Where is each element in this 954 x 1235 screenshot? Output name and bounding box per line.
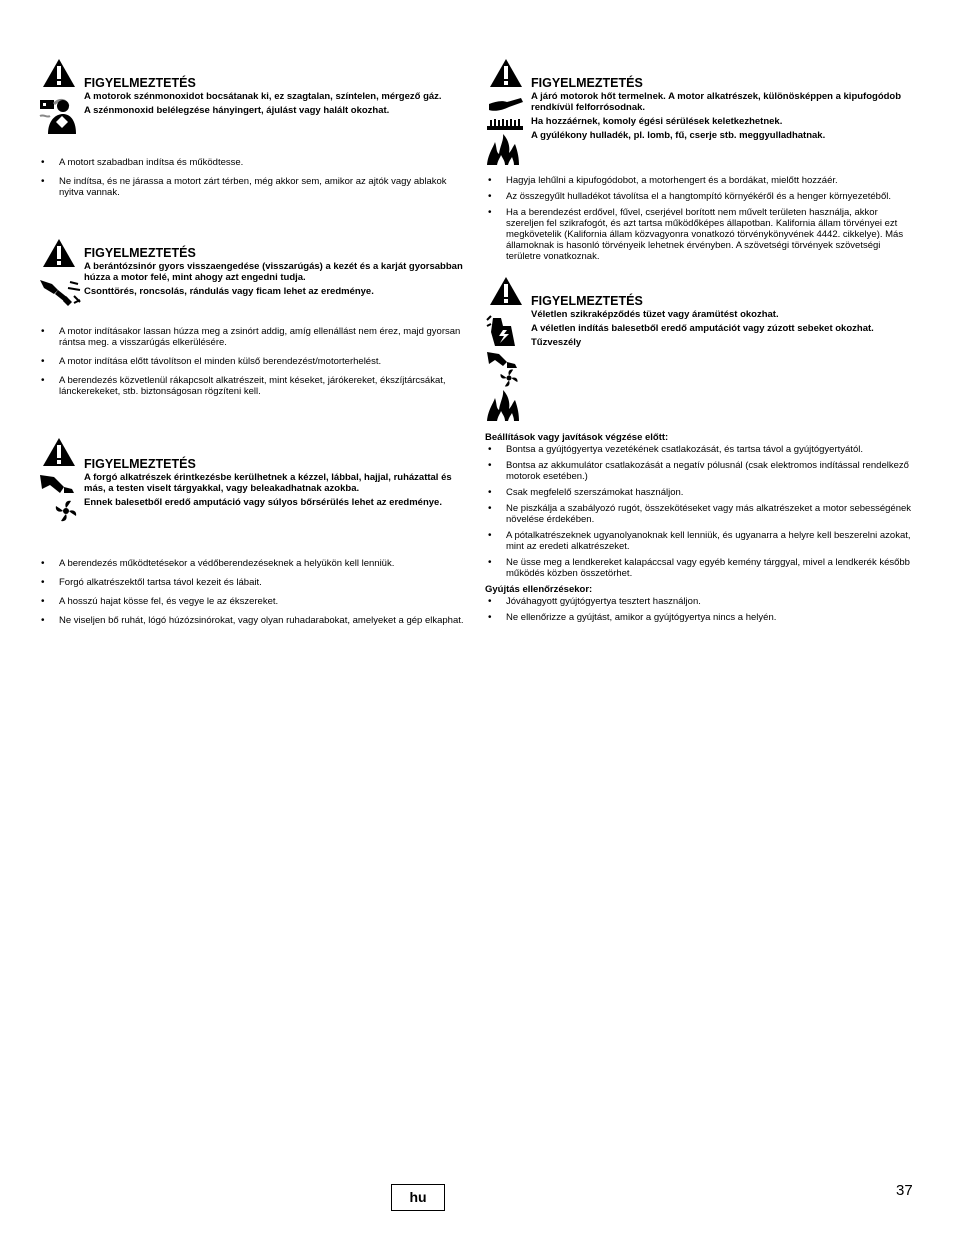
list-item: • A motor indítása előtt távolítson el minden külső berendezést/motorterhelést. — [38, 356, 470, 367]
warning-triangle-icon — [489, 276, 523, 306]
bullet-list — [485, 175, 917, 262]
left-column — [38, 58, 470, 634]
warning-title: FIGYELMEZTETÉS — [84, 246, 196, 260]
list-item: • Ne viseljen bő ruhát, lógó húzózsinórokat, vagy olyan ruhadarabokat, amelyeket a gép elkaphat. — [38, 615, 470, 626]
list-item: • Ne indítsa, és ne járassa a motort zárt térben, még akkor sem, amikor az ajtók vagy ablakok nyitva vannak. — [38, 176, 470, 198]
warning-triangle-icon — [42, 58, 76, 88]
warning-title: FIGYELMEZTETÉS — [531, 294, 643, 308]
warning-text: A motorok szénmonoxidot bocsátanak ki, ez szagtalan, színtelen, mérgező gáz. — [84, 91, 442, 102]
warning-spark-start-fire — [485, 276, 917, 432]
warning-text: Véletlen szikraképződés tüzet vagy áramütést okozhat. — [531, 309, 779, 320]
warning-carbon-monoxide — [38, 58, 470, 148]
bullet-list — [38, 326, 470, 397]
warning-title: FIGYELMEZTETÉS — [84, 76, 196, 90]
warning-text: A gyúlékony hulladék, pl. lomb, fű, cserje stb. meggyulladhatnak. — [531, 130, 826, 141]
list-item: • Csak megfelelő szerszámokat használjon. — [485, 487, 917, 498]
warning-kickback — [38, 238, 470, 324]
warning-text: A forgó alkatrészek érintkezésbe kerülhetnek a kézzel, lábbal, hajjal, ruházattal és más, a testen viselt tárgyakkal, vagy beleakadhatnak azokba. — [84, 472, 452, 494]
list-item: • Ne üsse meg a lendkereket kalapáccsal vagy egyéb kemény tárggyal, mivel a lendkerék később működés közben összetörhet. — [485, 557, 917, 579]
toxic-fumes-icon — [38, 94, 78, 134]
warning-text: A szénmonoxid belélegzése hányingert, ájulást vagy halált okozhat. — [84, 105, 390, 116]
language-code-box: hu — [391, 1184, 445, 1211]
list-item: • A hosszú hajat kösse fel, és vegye le az ékszereket. — [38, 596, 470, 607]
warning-text: A berántózsinór gyors visszaengedése (visszarúgás) a kezét és a karját gyorsabban húzza a motor felé, mint ahogy azt engedni tudja. — [84, 261, 463, 283]
warning-text: Csonttörés, roncsolás, rándulás vagy ficam lehet az eredménye. — [84, 286, 374, 297]
warning-title: FIGYELMEZTETÉS — [531, 76, 643, 90]
kickback-icon — [38, 272, 82, 310]
section-heading: Beállítások vagy javítások végzése előtt: — [485, 432, 669, 443]
right-column — [485, 58, 917, 628]
fire-icon — [485, 390, 521, 422]
warning-text: A járó motorok hőt termelnek. A motor alkatrészek, különösképpen a kipufogódob rendkívül felforrósodnak. — [531, 91, 902, 113]
list-item: • Bontsa az akkumulátor csatlakozását a negatív pólusnál (csak elektromos indítással rendelkező motorok esetében.) — [485, 460, 917, 482]
list-item: • A berendezés működtetésekor a védőberendezéseknek a helyükön kell lenniük. — [38, 558, 470, 569]
bullet-list — [38, 558, 470, 626]
section-heading: Gyújtás ellenőrzésekor: — [485, 584, 593, 595]
bullet-list — [485, 444, 917, 579]
list-item: • Forgó alkatrészektől tartsa távol kezeit és lábait. — [38, 577, 470, 588]
list-item: • Jóváhagyott gyújtógyertya tesztert használjon. — [485, 596, 917, 607]
hot-surface-icon — [485, 94, 525, 134]
list-item: • Bontsa a gyújtógyertya vezetékének csatlakozását, és tartsa távol a gyújtógyertyától. — [485, 444, 917, 455]
list-item: • A berendezés közvetlenül rákapcsolt alkatrészeit, mint késeket, járókereket, ékszíjtárcsákat, lánckerekeket, stb. biztonságosan rögzíteni kell. — [38, 375, 470, 397]
warning-triangle-icon — [42, 437, 76, 467]
list-item: • A pótalkatrészeknek ugyanolyanoknak kell lenniük, és ugyanarra a helyre kell beszerelni azokat, mint az eredeti alkatrészeket. — [485, 530, 917, 552]
warning-text: Ennek balesetből eredő amputáció vagy súlyos bőrsérülés lehet az eredménye. — [84, 497, 442, 508]
list-item: • Az összegyűlt hulladékot távolítsa el a hangtompító környékéről és a henger környezetéből. — [485, 191, 917, 202]
warning-text: A véletlen indítás balesetből eredő amputációt vagy zúzott sebeket okozhat. — [531, 323, 874, 334]
list-item: • Ne piszkálja a szabályozó rugót, összekötéseket vagy más alkatrészeket a motor sebességének növelése érdekében. — [485, 503, 917, 525]
warning-title: FIGYELMEZTETÉS — [84, 457, 196, 471]
bullet-list — [485, 596, 917, 623]
rotating-parts-icon — [38, 471, 82, 523]
rotating-parts-icon — [485, 350, 525, 390]
bullet-list — [38, 157, 470, 198]
warning-text: Tűzveszély — [531, 337, 582, 348]
warning-hot-surfaces — [485, 58, 917, 170]
warning-triangle-icon — [42, 238, 76, 268]
fire-icon — [485, 134, 521, 166]
list-item: • A motor indításakor lassan húzza meg a zsinórt addig, amíg ellenállást nem érez, majd gyorsan rántsa meg. a visszarúgás elkerülésére. — [38, 326, 470, 348]
electric-shock-icon — [485, 312, 521, 348]
warning-text: Ha hozzáérnek, komoly égési sérülések keletkezhetnek. — [531, 116, 783, 127]
list-item: • Ne ellenőrizze a gyújtást, amikor a gyújtógyertya nincs a helyén. — [485, 612, 917, 623]
warning-rotating-parts — [38, 437, 470, 549]
list-item: • Hagyja lehűlni a kipufogódobot, a motorhengert és a bordákat, mielőtt hozzáér. — [485, 175, 917, 186]
list-item: • A motort szabadban indítsa és működtesse. — [38, 157, 470, 168]
warning-triangle-icon — [489, 58, 523, 88]
page-number: 37 — [896, 1182, 913, 1199]
list-item: • Ha a berendezést erdővel, fűvel, cserjével borított nem művelt területen használja, akkor szereljen fel szikrafogót, és azt tartsa működőképes állapotban. Kalifornia állam törvényei ezt megkövetelik (Kalifornia állam közvagyonra vonatkozó törvénykönyvének 4442. cikkelye). Más államoknak is hasonló törvényeik lehetnek érvényben. A szövetségi törvények szövetségi területre vonatkoznak. — [485, 207, 917, 262]
